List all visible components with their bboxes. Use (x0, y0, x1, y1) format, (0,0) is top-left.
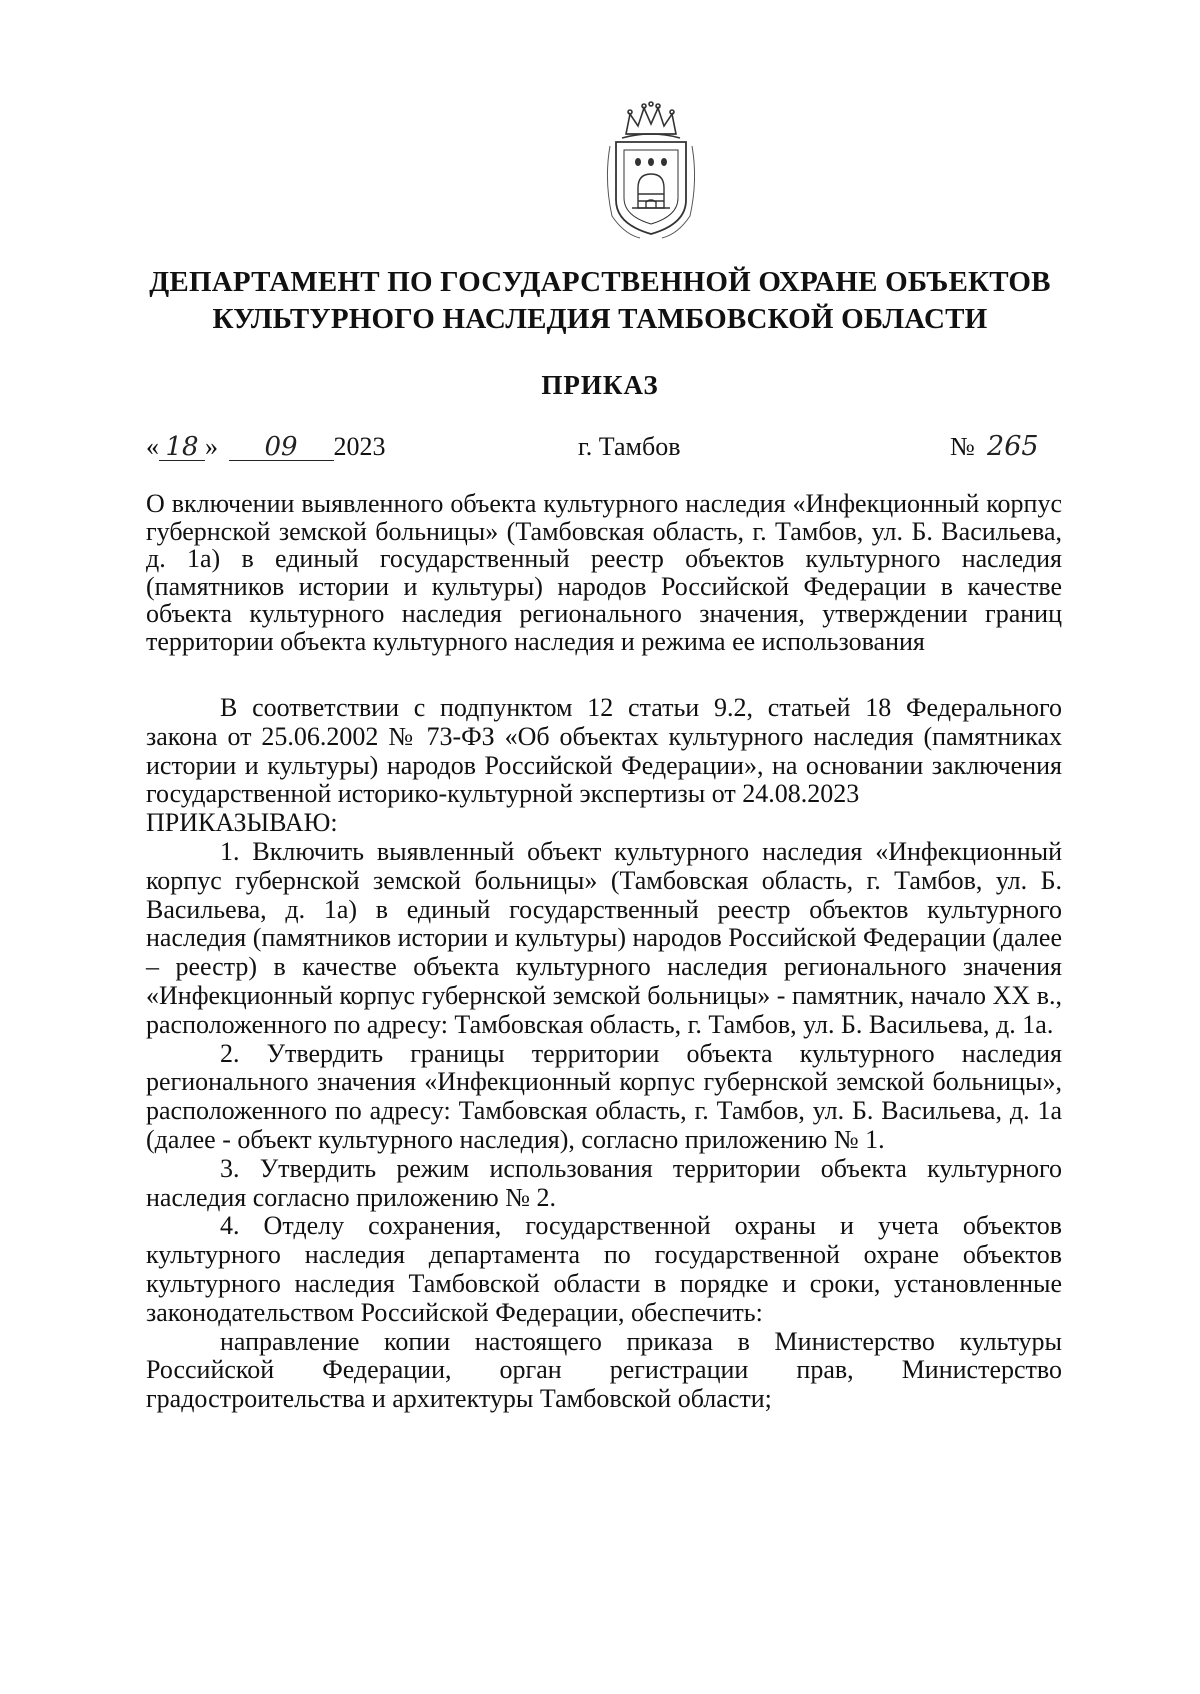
order-day: 18 (159, 434, 205, 461)
order-month: 09 (229, 434, 334, 461)
order-item: 3. Утвердить режим использования территории объекта культурного наследия согласно приложению № 2. (146, 1153, 1062, 1212)
order-number (950, 430, 1045, 464)
order-item: 1. Включить выявленный объект культурного наследия «Инфекционный корпус губернской земской больницы» (Тамбовская область, г. Тамбов, ул. Б. Васильева, д. 1а) в единый государственный реестр объектов культурного наследия (памятников истории и культуры) народов Российской Федерации (далее – реестр) в качестве объекта культурного наследия регионального значения «Инфекционный корпус губернской земской больницы» - памятник, начало XX в., расположенного по адресу: Тамбовская область, г. Тамбов, ул. Б. Васильева, д. 1а. (146, 836, 1062, 1039)
department-name: ДЕПАРТАМЕНТ ПО ГОСУДАРСТВЕННОЙ ОХРАНЕ ОБЪЕКТОВ КУЛЬТУРНОГО НАСЛЕДИЯ ТАМБОВСКОЙ ОБЛАСТИ (149, 266, 1051, 335)
order-word: ПРИКАЗЫВАЮ: (146, 808, 338, 838)
document-type: ПРИКАЗ (541, 370, 659, 400)
coat-of-arms-icon (596, 100, 706, 240)
order-item: 2. Утвердить границы территории объекта культурного наследия регионального значения «Инфекционный корпус губернской земской больницы», расположенного по адресу: Тамбовская область, г. Тамбов, ул. Б. Васильева, д. 1а (далее - объект культурного наследия), согласно приложению № 1. (146, 1038, 1062, 1154)
order-item: 4. Отделу сохранения, государственной охраны и учета объектов культурного наследия департамента по государственной охране объектов культурного наследия Тамбовской области в порядке и сроки, установленные законодательством Российской Федерации, обеспечить: (146, 1211, 1062, 1327)
order-year: 2023 (333, 432, 386, 461)
order-number-value: 265 (987, 431, 1039, 462)
number-label: № (950, 432, 975, 461)
order-subject: О включении выявленного объекта культурного наследия «Инфекционный корпус губернской земской больницы» (Тамбовская область, г. Тамбов, ул. Б. Васильева, д. 1а) в единый государственный реестр объектов культурного наследия (памятников истории и культуры) народов Российской Федерации в качестве объекта культурного наследия регионального значения, утверждении границ территории объекта культурного наследия и режима ее использования (146, 489, 1062, 656)
quote-open: « (146, 432, 159, 461)
order-city: г. Тамбов (578, 432, 681, 461)
quote-close: » (205, 432, 218, 461)
order-date (146, 430, 446, 464)
preamble: В соответствии с подпунктом 12 статьи 9.2, статьей 18 Федерального закона от 25.06.2002 № 73-ФЗ «Об объектах культурного наследия (памятниках истории и культуры) народов Российской Федерации», на основании заключения государственной историко-культурной экспертизы от 24.08.2023 (146, 693, 1062, 809)
order-item: направление копии настоящего приказа в Министерство культуры Российской Федерации, орган регистрации прав, Министерство градостроительства и архитектуры Тамбовской области; (146, 1326, 1062, 1414)
order-body (146, 694, 1062, 1414)
